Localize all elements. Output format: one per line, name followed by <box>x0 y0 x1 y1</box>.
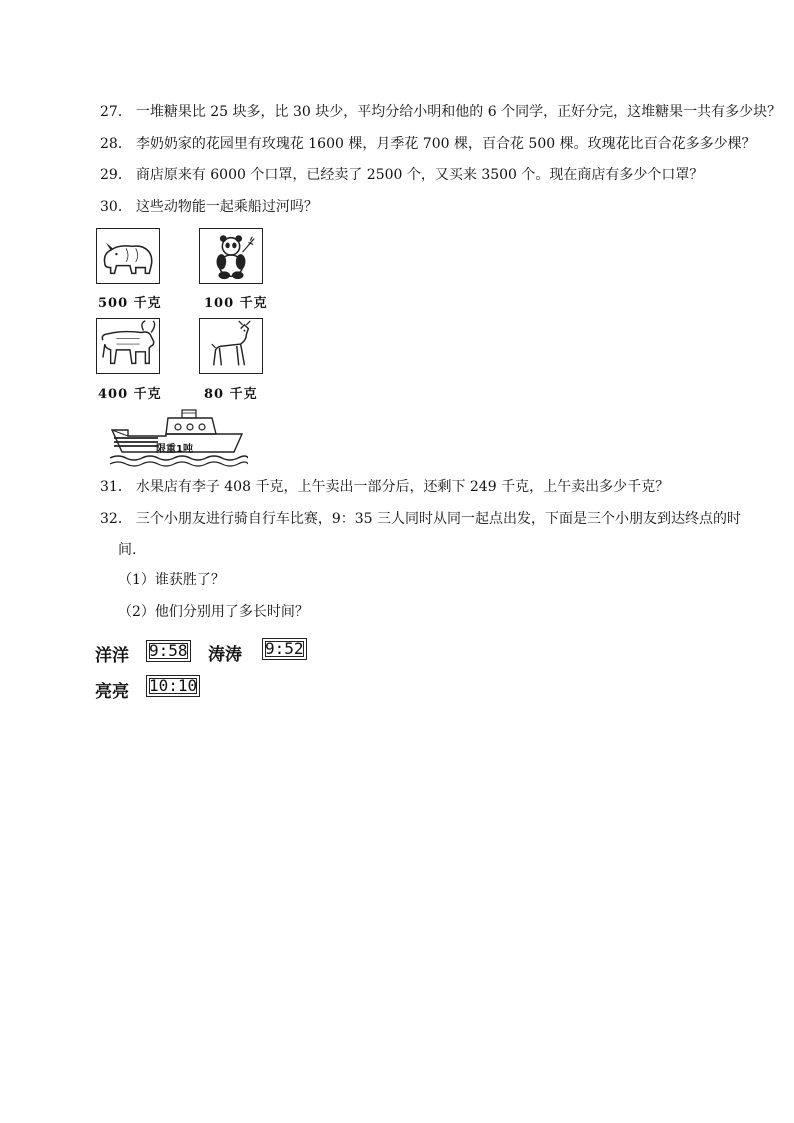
racer-finish-time: 10:10 <box>146 675 200 697</box>
panda-icon <box>199 228 263 284</box>
deer-icon <box>199 318 263 374</box>
question-number: 31． <box>100 479 132 495</box>
question-28 <box>100 134 756 154</box>
question-number: 32． <box>100 511 132 527</box>
racer-name: 涛涛 <box>208 645 242 665</box>
ox-weight: 400 千克 <box>98 387 162 402</box>
subquestion-2: （2）他们分别用了多长时间？ <box>118 604 309 620</box>
racer-finish-time: 9:52 <box>262 638 307 660</box>
ox-icon <box>96 318 160 374</box>
question-31 <box>100 477 669 497</box>
racer-name: 亮亮 <box>95 682 129 702</box>
rhino-icon <box>96 228 160 284</box>
boat-weight-limit: 限重1吨 <box>156 444 193 455</box>
question-number: 28． <box>100 136 132 152</box>
question-number: 29． <box>100 167 132 183</box>
question-text: 一堆糖果比 25 块多，比 30 块少，平均分给小明和他的 6 个同学，正好分完，这堆糖果一共有多少块？ <box>135 104 782 120</box>
deer-weight: 80 千克 <box>204 387 258 402</box>
subquestion-1: （1）谁获胜了？ <box>118 572 225 588</box>
rhino-weight: 500 千克 <box>98 296 162 311</box>
question-number: 30． <box>100 199 132 215</box>
question-text: 三个小朋友进行骑自行车比赛，9：35 三人同时从同一起点出发，下面是三个小朋友到达终点的时 <box>135 511 741 527</box>
question-27 <box>100 102 781 122</box>
question-32 <box>100 509 741 529</box>
question-30 <box>100 197 318 217</box>
question-number: 27． <box>100 104 132 120</box>
question-text: 商店原来有 6000 个口罩，已经卖了 2500 个，又买来 3500 个。现在商店有多少个口罩？ <box>135 167 704 183</box>
question-text: 李奶奶家的花园里有玫瑰花 1600 棵，月季花 700 棵，百合花 500 棵。玫瑰花比百合花多多少棵？ <box>135 136 756 152</box>
boat-icon <box>108 408 248 468</box>
racer-finish-time: 9:58 <box>146 640 191 662</box>
question-text: 水果店有李子 408 千克，上午卖出一部分后，还剩下 249 千克，上午卖出多少千克？ <box>135 479 670 495</box>
racer-name: 洋洋 <box>95 646 129 666</box>
question-29 <box>100 165 703 185</box>
question-32-continued: 间. <box>118 542 137 558</box>
question-text: 这些动物能一起乘船过河吗？ <box>135 199 318 215</box>
panda-weight: 100 千克 <box>204 296 268 311</box>
